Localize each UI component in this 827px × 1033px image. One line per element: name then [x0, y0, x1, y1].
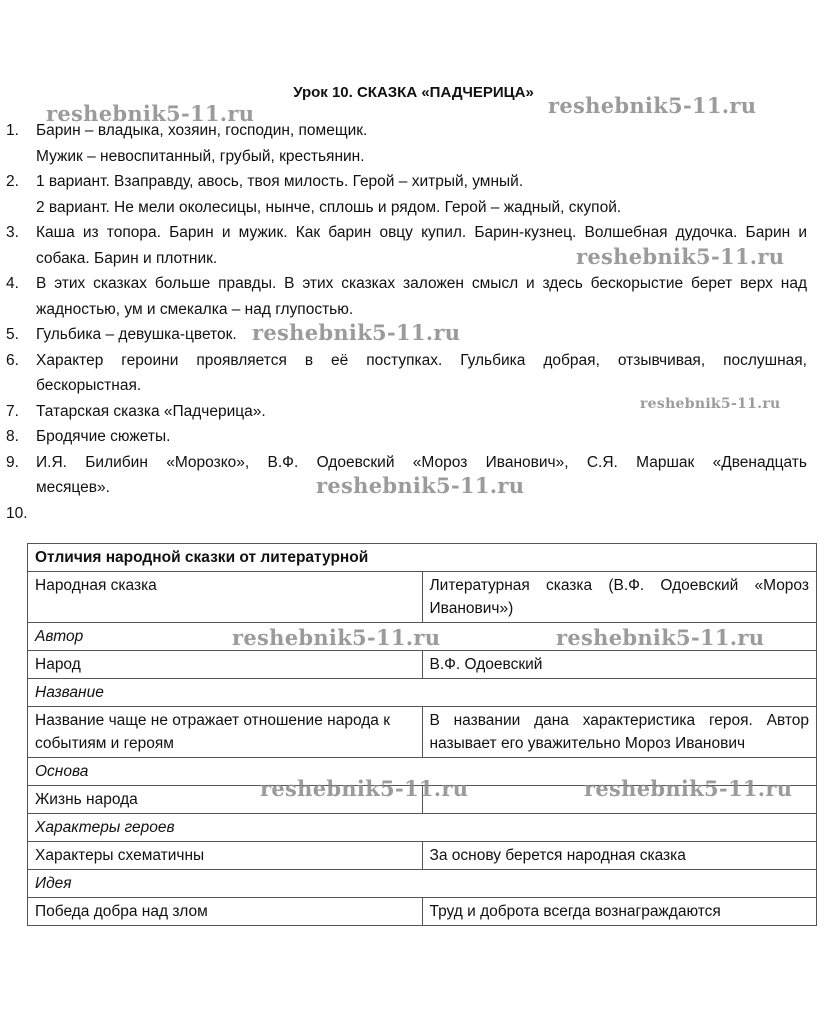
watermark: reshebnik5-11.ru [576, 244, 785, 269]
table-cell: Труд и доброта всегда вознаграждаются [422, 898, 817, 926]
watermark: reshebnik5-11.ru [556, 625, 765, 650]
watermark: reshebnik5-11.ru [260, 776, 469, 801]
table-cell: Победа добра над злом [28, 898, 423, 926]
item-line: бескорыстная. [36, 377, 142, 394]
table-cell: Жизнь народа [28, 786, 423, 814]
watermark: reshebnik5-11.ru [232, 625, 441, 650]
table-row [28, 898, 817, 926]
watermark: reshebnik5-11.ru [548, 93, 757, 118]
item-line: месяцев». [36, 479, 110, 496]
item-number: 5. [6, 326, 19, 343]
table-row [28, 814, 817, 842]
item-number: 6. [6, 351, 19, 369]
table-header: Отличия народной сказки от литературной [28, 544, 817, 572]
watermark: reshebnik5-11.ru [252, 320, 461, 345]
table-cell: Название чаще не отражает отношение народа к событиям и героям [28, 707, 423, 758]
list-item [0, 271, 827, 322]
table-row [28, 544, 817, 572]
item-line: Мужик – невоспитанный, грубый, крестьянин. [36, 147, 365, 165]
table-cell: Характеры схематичны [28, 842, 423, 870]
item-line: Характер героини проявляется в её поступках. Гульбика добрая, отзывчивая, послушная, [36, 351, 807, 369]
section-heading: Название [28, 679, 817, 707]
item-number: 7. [6, 402, 19, 420]
watermark: reshebnik5-11.ru [640, 396, 781, 412]
item-number: 4. [6, 275, 19, 292]
item-number: 1. [6, 122, 19, 139]
list-item [0, 348, 827, 399]
item-line [36, 501, 807, 527]
item-line: собака. Барин и плотник. [36, 249, 218, 267]
table-row [28, 707, 817, 758]
comparison-table [27, 543, 817, 926]
item-number: 2. [6, 173, 19, 190]
table-cell: В названии дана характеристика героя. Автор называет его уважительно Мороз Иванович [422, 707, 817, 758]
list-item [0, 424, 827, 450]
table-row [28, 870, 817, 898]
section-heading: Основа [28, 758, 817, 786]
column-header-literary: Литературная сказка (В.Ф. Одоевский «Мороз Иванович») [422, 572, 817, 623]
watermark: reshebnik5-11.ru [316, 473, 525, 498]
item-line: Татарская сказка «Падчерица». [36, 402, 266, 420]
item-line: Каша из топора. Барин и мужик. Как барин овцу купил. Барин-кузнец. Волшебная дудочка. Барин и [36, 224, 807, 241]
item-line: В этих сказках больше правды. В этих сказках заложен смысл и здесь бескорыстие берет верх над [36, 275, 807, 292]
table-row [28, 572, 817, 623]
item-line: Гульбика – девушка-цветок. [36, 326, 237, 343]
watermark: reshebnik5-11.ru [584, 776, 793, 801]
section-heading: Характеры героев [28, 814, 817, 842]
item-line: Барин – владыка, хозяин, господин, помещик. [36, 122, 368, 139]
table-row [28, 651, 817, 679]
watermark: reshebnik5-11.ru [46, 101, 255, 126]
item-line: 1 вариант. Взаправду, авось, твоя милость. Герой – хитрый, умный. [36, 173, 524, 190]
item-number: 8. [6, 428, 19, 445]
item-line: Бродячие сюжеты. [36, 428, 171, 445]
page-title: Урок 10. СКАЗКА «ПАДЧЕРИЦА» [293, 84, 534, 101]
section-heading: Идея [28, 870, 817, 898]
list-item [0, 169, 827, 220]
table-row [28, 842, 817, 870]
item-line: 2 вариант. Не мели околесицы, нынче, сплошь и рядом. Герой – жадный, скупой. [36, 198, 622, 216]
item-number: 3. [6, 224, 19, 241]
table-cell: В.Ф. Одоевский [422, 651, 817, 679]
item-number: 10. [6, 504, 28, 522]
table-row [28, 679, 817, 707]
item-line: И.Я. Билибин «Морозко», В.Ф. Одоевский «Мороз Иванович», С.Я. Маршак «Двенадцать [36, 453, 807, 471]
item-number: 9. [6, 453, 19, 471]
column-header-folk: Народная сказка [28, 572, 423, 623]
item-line: жадностью, ум и смекалка – над глупостью. [36, 300, 354, 318]
table-cell: Народ [28, 651, 423, 679]
list-item [0, 501, 827, 527]
table-cell: За основу берется народная сказка [422, 842, 817, 870]
section-heading: Автор [28, 623, 817, 651]
